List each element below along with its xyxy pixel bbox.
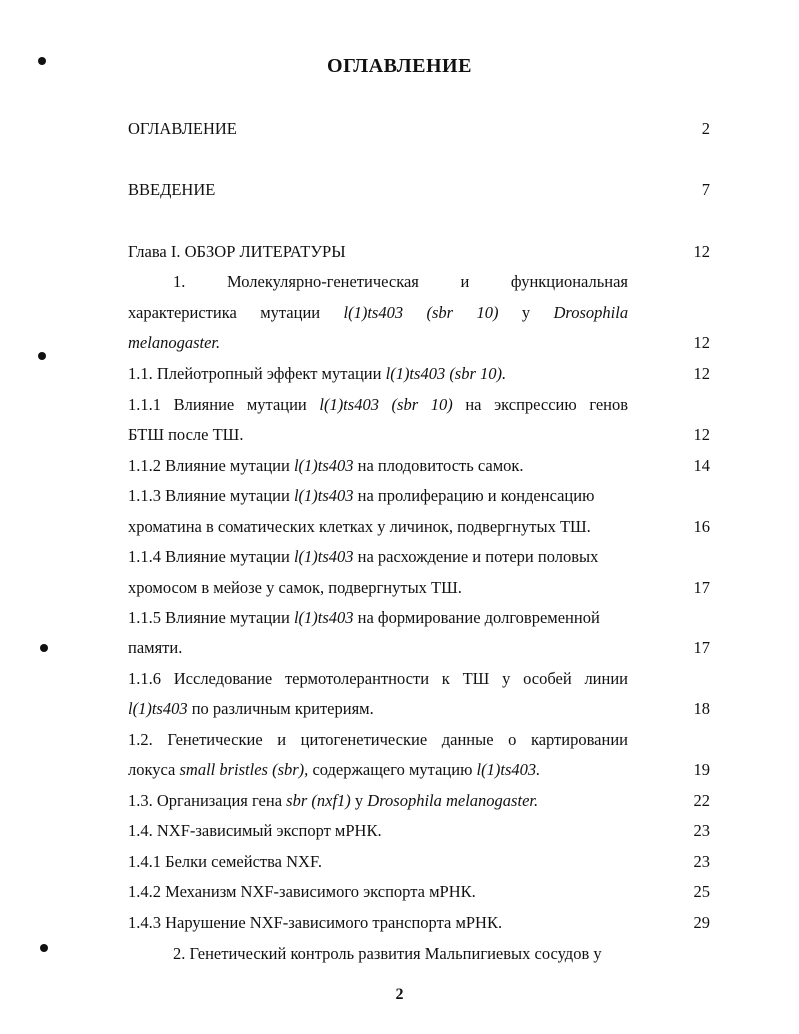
toc-entry-text: памяти. xyxy=(128,638,183,657)
toc-entry-page: 2 xyxy=(701,119,710,138)
toc-entry-text: БТШ после ТШ. xyxy=(128,425,244,444)
toc-entry-text: 1.4.2 Механизм NXF-зависимого экспорта мРНК. xyxy=(128,882,476,901)
toc-entry-page: 19 xyxy=(693,760,710,779)
toc-entry-text: l(1)ts403 по различным критериям. xyxy=(128,699,374,718)
page-title: ОГЛАВЛЕНИЕ xyxy=(327,55,472,77)
toc-entry-page: 25 xyxy=(693,882,710,901)
toc-entry-text: хроматина в соматических клетках у личинок, подвергнутых ТШ. xyxy=(128,517,591,536)
binding-hole-mark xyxy=(38,352,46,360)
toc-entry-page: 12 xyxy=(693,425,710,444)
toc-entry-text: 1.1.2 Влияние мутации l(1)ts403 на плодовитость самок. xyxy=(128,456,524,475)
toc-entry-page: 12 xyxy=(693,364,710,383)
toc-entry-page: 23 xyxy=(693,852,710,871)
toc-entry-text: 1.1.6 Исследование термотолерантности к ТШ у особей линии xyxy=(128,669,629,688)
toc-entry-text: 2. Генетический контроль развития Мальпигиевых сосудов у xyxy=(173,944,602,963)
toc-entry-text: ОГЛАВЛЕНИЕ xyxy=(128,119,237,138)
binding-hole-mark xyxy=(40,644,48,652)
toc-entry-text: 1.3. Организация гена sbr (nxf1) у Drosophila melanogaster. xyxy=(128,791,539,810)
toc-entry-text: ВВЕДЕНИЕ xyxy=(128,180,216,199)
toc-entry-page: 17 xyxy=(693,638,710,657)
toc-entry-text: локуса small bristles (sbr), содержащего мутацию l(1)ts403. xyxy=(128,760,541,779)
toc-entry-text: 1.1. Плейотропный эффект мутации l(1)ts403 (sbr 10). xyxy=(128,364,507,383)
toc-entry-text: 1.1.1 Влияние мутации l(1)ts403 (sbr 10) на экспрессию генов xyxy=(128,395,629,414)
toc-entry-text: 1.4.3 Нарушение NXF-зависимого транспорта мРНК. xyxy=(128,913,503,932)
toc-entry-page: 12 xyxy=(693,242,710,261)
toc-entry-text: 1.1.5 Влияние мутации l(1)ts403 на формирование долговременной xyxy=(128,608,600,627)
toc-entry-text: 1.2. Генетические и цитогенетические данные о картировании xyxy=(128,730,628,749)
toc-entry-page: 22 xyxy=(693,791,710,810)
toc-entry-text: 1. Молекулярно-генетическая и функциональная xyxy=(173,272,629,291)
toc-entry-page: 14 xyxy=(693,456,710,475)
binding-hole-mark xyxy=(40,944,48,952)
toc-entry-text: Глава I. ОБЗОР ЛИТЕРАТУРЫ xyxy=(128,242,346,261)
toc-entry-page: 29 xyxy=(693,913,710,932)
toc-entry-page: 12 xyxy=(693,333,710,352)
toc-entry-page: 18 xyxy=(693,699,710,718)
toc-entry-text: хромосом в мейозе у самок, подвергнутых ТШ. xyxy=(128,578,462,597)
toc-entry-page: 7 xyxy=(701,180,710,199)
toc-entry-text: 1.1.3 Влияние мутации l(1)ts403 на пролиферацию и конденсацию xyxy=(128,486,595,505)
toc-entry-page: 23 xyxy=(693,821,710,840)
toc-entry-text: 1.4. NXF-зависимый экспорт мРНК. xyxy=(128,821,382,840)
page-number: 2 xyxy=(395,986,404,1003)
toc-entry-page: 17 xyxy=(693,578,710,597)
toc-entry-page: 16 xyxy=(693,517,710,536)
toc-entry-text: характеристика мутации l(1)ts403 (sbr 10) у Drosophila xyxy=(128,303,629,322)
toc-entry-text: melanogaster. xyxy=(128,333,221,352)
toc-entry-text: 1.1.4 Влияние мутации l(1)ts403 на расхождение и потери половых xyxy=(128,547,599,566)
toc-entry-text: 1.4.1 Белки семейства NXF. xyxy=(128,852,322,871)
